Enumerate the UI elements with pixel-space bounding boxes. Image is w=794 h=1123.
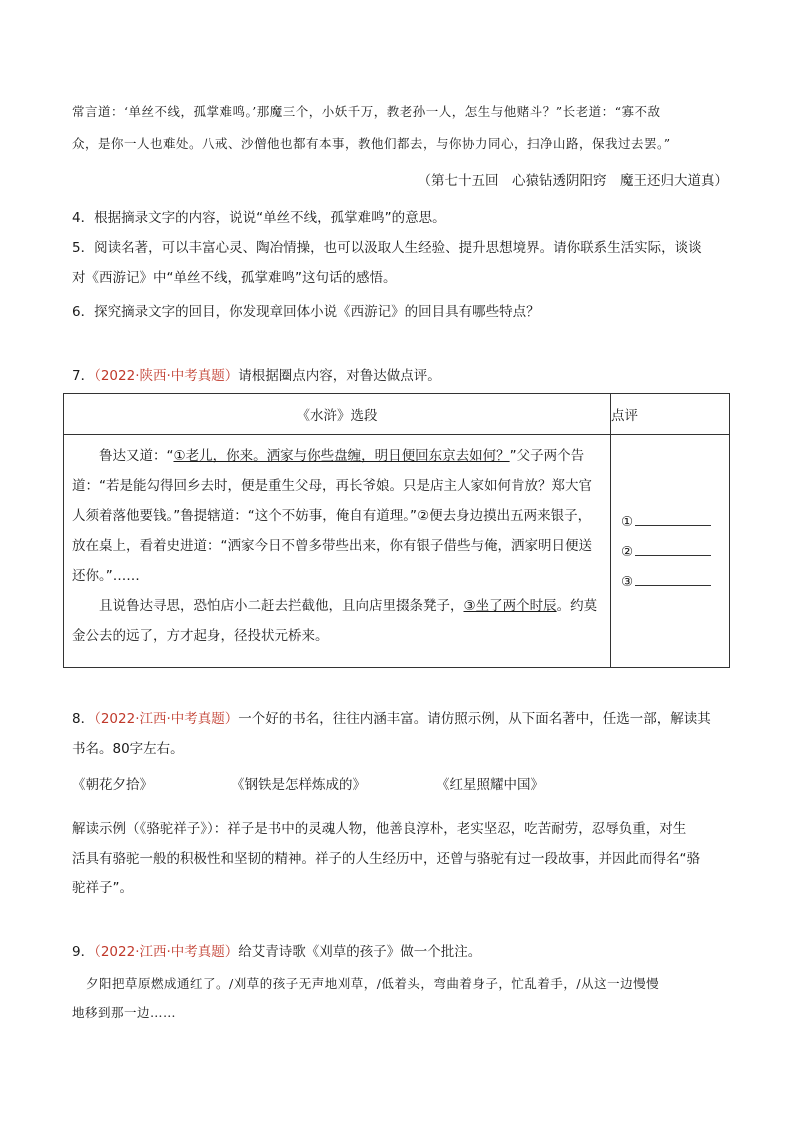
- passage-line: 众，是你一人也难处。八戒、沙僧他也都有本事，教他们都去，与你协力同心，扫净山路，保我过去罢。”: [72, 136, 671, 151]
- question-number: 7．: [72, 368, 95, 384]
- chapter-title: （第七十五回 心猿钻透阴阳窍 魔王还归大道真）: [417, 173, 728, 189]
- question-source: （2022·陕西·中考真题）: [94, 368, 239, 384]
- example-line: 解读示例（《骆驼祥子》）：祥子是书中的灵魂人物，他善良淳朴，老实坚忍，吃苦耐劳，忍辱负重，对生: [72, 821, 687, 837]
- passage-paragraph-1: 鲁达又道：“①老儿，你来。洒家与你些盘缠，明日便回东京去如何？”父子两个告道：“若是能勾得回乡去时，便是重生父母，再长爷娘。只是店主人家如何肯放？郑大官人须着落他要钱。”鲁提辖道：“这个不妨事，俺自有道理。”②便去身边摸出五两来银子，放在桌上，看着史进道：“洒家今日不曾多带些出来，你有银子借些与俺，洒家明日便送还你。”……: [72, 448, 592, 584]
- poem-line: 夕阳把草原燃成通红了。/刈草的孩子无声地刈草，/低着头，弯曲着身子，忙乱着手，/从这一边慢慢: [86, 976, 660, 991]
- shuihu-table: [63, 393, 730, 668]
- example-line: 驼祥子”。: [72, 880, 133, 896]
- answer-blank-1[interactable]: ①: [621, 507, 729, 537]
- question-5-cont: 对《西游记》中“单丝不线，孤掌难鸣”这句话的感悟。: [72, 270, 397, 286]
- question-source: （2022·江西·中考真题）: [94, 711, 239, 727]
- question-number: 8．: [72, 711, 95, 727]
- answer-blank-2[interactable]: ②: [621, 537, 729, 567]
- question-4: 4．根据摘录文字的内容，说说“单丝不线，孤掌难鸣”的意思。: [72, 210, 446, 226]
- book-option: 《钢铁是怎样炼成的》: [231, 777, 366, 793]
- passage-line: 常言道：‘单丝不线，孤掌难鸣。’那魔三个，小妖千万，教老孙一人，怎生与他赌斗？”长老道：“寡不敌: [72, 104, 661, 119]
- table-header-comment: 点评: [611, 394, 730, 435]
- book-option: 《朝花夕拾》: [72, 777, 153, 793]
- comment-cell: [611, 435, 730, 668]
- passage-paragraph-2: 且说鲁达寻思，恐怕店小二赶去拦截他，且向店里掇条凳子，③坐了两个时辰。约莫金公去的远了，方才起身，径投状元桥来。: [72, 598, 598, 644]
- question-7: [72, 366, 728, 386]
- passage-cell: [64, 435, 611, 668]
- annotated-text-2: ②便去身边摸出五两来银子，放在桌上，看着史进道：“洒家今日不曾多带些出来，你有银子借些与俺，洒家明日便送还你。”: [72, 508, 592, 584]
- annotated-text-1: ①老儿，你来。洒家与你些盘缠，明日便回东京去如何？: [173, 448, 510, 464]
- poem-line: 地移到那一边……: [72, 1005, 177, 1020]
- question-text: 一个好的书名，往往内涵丰富。请仿照示例，从下面名著中，任选一部，解读其: [238, 711, 711, 727]
- question-6: 6．探究摘录文字的回目，你发现章回体小说《西游记》的回目具有哪些特点？: [72, 304, 540, 320]
- question-text: 给艾青诗歌《刈草的孩子》做一个批注。: [238, 944, 482, 960]
- annotated-text-3: ③坐了两个时辰: [463, 598, 557, 614]
- question-text: 请根据圈点内容，对鲁达做点评。: [238, 368, 441, 384]
- book-options: [72, 775, 728, 795]
- example-line: 活具有骆驼一般的积极性和坚韧的精神。祥子的人生经历中，还曾与骆驼有过一段故事，并因此而得名“骆: [72, 851, 700, 867]
- answer-blank-3[interactable]: ③: [621, 567, 729, 597]
- table-header-passage: 《水浒》选段: [64, 394, 611, 435]
- book-option: 《红星照耀中国》: [436, 777, 544, 793]
- question-8-cont: 书名。80字左右。: [72, 741, 184, 757]
- question-5: 5．阅读名著，可以丰富心灵、陶冶情操，也可以汲取人生经验、提升思想境界。请你联系生活实际，谈谈: [72, 240, 702, 256]
- question-9: [72, 942, 728, 962]
- question-8: [72, 709, 728, 729]
- question-source: （2022·江西·中考真题）: [94, 944, 239, 960]
- question-number: 9．: [72, 944, 95, 960]
